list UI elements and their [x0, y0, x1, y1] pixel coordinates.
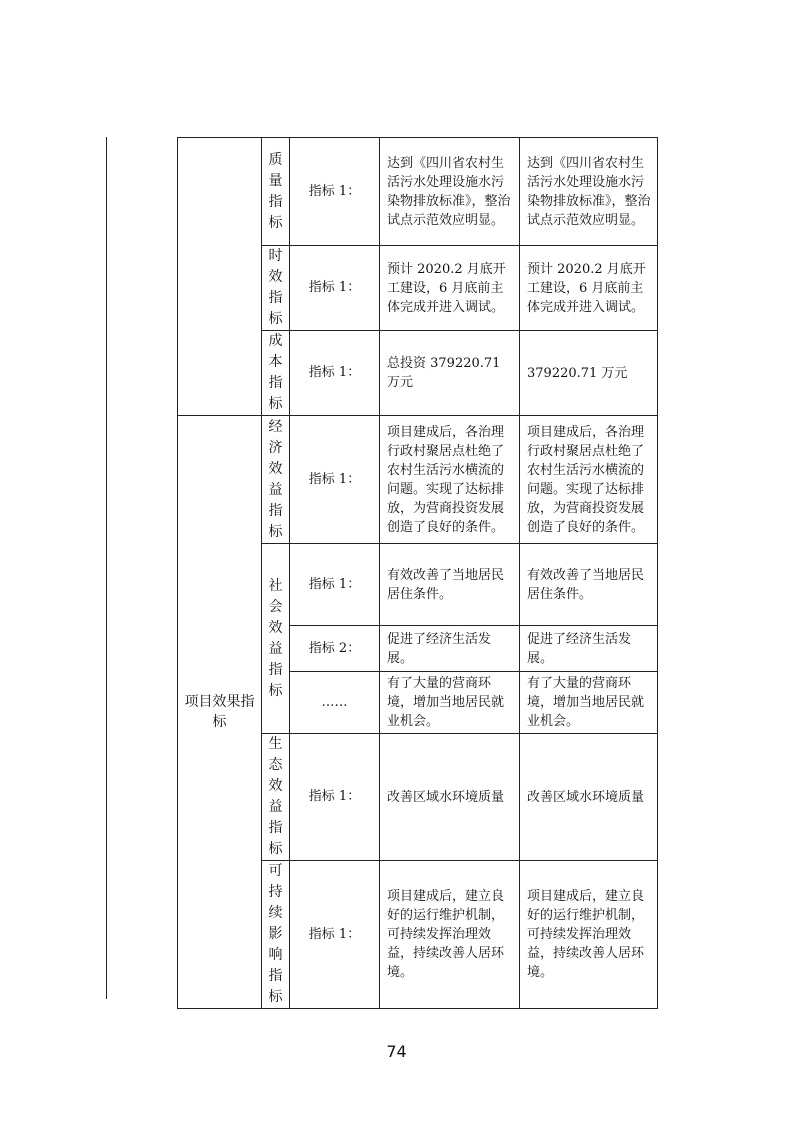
indicator-name: ……	[290, 672, 380, 734]
indicator-name: 指标 1：	[290, 138, 380, 246]
actual-value: 379220.71 万元	[520, 331, 658, 416]
target-value: 项目建成后，建立良好的运行维护机制，可持续发挥治理效益，持续改善人居环境。	[380, 861, 520, 1009]
performance-indicator-table	[177, 137, 658, 1009]
sub-category-ecological: 生态效益指标	[262, 734, 290, 861]
actual-value: 改善区域水环境质量	[520, 734, 658, 861]
target-value: 有效改善了当地居民居住条件。	[380, 544, 520, 626]
actual-value: 项目建成后，建立良好的运行维护机制，可持续发挥治理效益，持续改善人居环境。	[520, 861, 658, 1009]
indicator-name: 指标 1：	[290, 544, 380, 626]
target-value: 项目建成后，各治理行政村聚居点杜绝了农村生活污水横流的问题。实现了达标排放，为营商投资发展创造了良好的条件。	[380, 416, 520, 544]
target-value: 改善区域水环境质量	[380, 734, 520, 861]
actual-value: 有了大量的营商环境，增加当地居民就业机会。	[520, 672, 658, 734]
sub-category-economic: 经济效益指标	[262, 416, 290, 544]
target-value: 达到《四川省农村生活污水处理设施水污染物排放标准》，整治试点示范效应明显。	[380, 138, 520, 246]
sub-category-quality: 质量指标	[262, 138, 290, 246]
output-section-cell	[178, 138, 262, 416]
table-row	[178, 138, 658, 246]
indicator-name: 指标 1：	[290, 416, 380, 544]
indicator-name: 指标 1：	[290, 861, 380, 1009]
actual-value: 项目建成后，各治理行政村聚居点杜绝了农村生活污水横流的问题。实现了达标排放，为营商投资发展创造了良好的条件。	[520, 416, 658, 544]
target-value: 预计 2020.2 月底开工建设，6 月底前主体完成并进入调试。	[380, 246, 520, 331]
indicator-name: 指标 1：	[290, 331, 380, 416]
left-margin-rule	[106, 137, 107, 999]
sub-category-sustainable: 可持续影响指标	[262, 861, 290, 1009]
target-value: 促进了经济生活发展。	[380, 626, 520, 672]
actual-value: 达到《四川省农村生活污水处理设施水污染物排放标准》，整治试点示范效应明显。	[520, 138, 658, 246]
page-number: 74	[386, 1042, 407, 1061]
target-value: 总投资 379220.71 万元	[380, 331, 520, 416]
target-value: 有了大量的营商环境，增加当地居民就业机会。	[380, 672, 520, 734]
sub-category-time: 时效指标	[262, 246, 290, 331]
indicator-name: 指标 1：	[290, 246, 380, 331]
actual-value: 预计 2020.2 月底开工建设，6 月底前主体完成并进入调试。	[520, 246, 658, 331]
actual-value: 有效改善了当地居民居住条件。	[520, 544, 658, 626]
effect-section-label: 项目效果指标	[178, 416, 262, 1009]
indicator-name: 指标 2：	[290, 626, 380, 672]
sub-category-social: 社会效益指标	[262, 544, 290, 734]
sub-category-cost: 成本指标	[262, 331, 290, 416]
indicator-name: 指标 1：	[290, 734, 380, 861]
table-row	[178, 416, 658, 544]
actual-value: 促进了经济生活发展。	[520, 626, 658, 672]
